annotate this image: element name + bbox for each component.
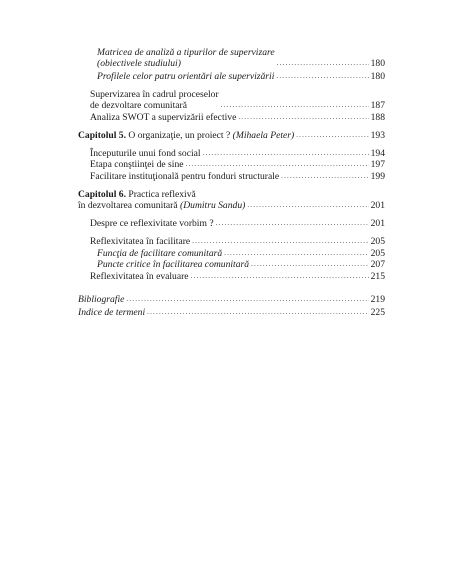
toc-entry-title: Etapa conştiinţei de sine <box>90 159 184 170</box>
toc-entry[interactable] <box>90 89 385 111</box>
toc-entry[interactable] <box>97 71 385 82</box>
dot-leader <box>216 218 369 229</box>
toc-entry-index[interactable] <box>78 307 385 318</box>
dot-leader <box>221 100 369 111</box>
toc-page-number: 215 <box>370 271 385 282</box>
toc-page-number: 197 <box>370 159 385 170</box>
toc-entry-title: O organizaţie, un proiect ? <box>128 130 231 141</box>
chapter-label: Capitolul 5. <box>78 130 126 141</box>
toc-page-number: 194 <box>370 148 385 159</box>
toc-entry-title: Despre ce reflexivitate vorbim ? <box>90 218 214 229</box>
toc-entry-title: Funcţia de facilitare comunitară <box>97 248 223 259</box>
toc-entry-title: Bibliografie <box>78 294 125 305</box>
toc-page-number: 225 <box>370 307 385 318</box>
dot-leader <box>186 159 369 170</box>
toc-page-number: 187 <box>370 100 385 111</box>
toc-entry[interactable] <box>90 112 385 123</box>
chapter-label: Capitolul 6. <box>78 189 126 200</box>
dot-leader <box>203 148 369 159</box>
toc-entry-title: Reflexivitatea în evaluare <box>90 271 189 282</box>
toc-page-number: 207 <box>370 259 385 270</box>
dot-leader <box>224 248 368 259</box>
dot-leader <box>147 307 368 318</box>
toc-entry[interactable] <box>97 248 385 259</box>
toc-page-number: 201 <box>370 218 385 229</box>
toc-entry-title-cont: în dezvoltarea comunitară <box>78 200 178 211</box>
dot-leader <box>247 200 368 211</box>
toc-page-number: 201 <box>370 200 385 211</box>
toc-page-number: 205 <box>370 236 385 247</box>
toc-page-number: 193 <box>370 130 385 141</box>
toc-page-number: 180 <box>370 58 385 69</box>
dot-leader <box>238 112 368 123</box>
toc-chapter-entry[interactable] <box>78 130 385 141</box>
toc-entry[interactable] <box>90 159 385 170</box>
toc-entry-title: Puncte critice în facilitarea comunitară <box>97 259 250 270</box>
toc-entry-bibliography[interactable] <box>78 294 385 305</box>
toc-entry-title: Analiza SWOT a supervizării efective <box>90 112 237 123</box>
dot-leader <box>277 58 369 69</box>
toc-chapter-entry[interactable] <box>78 189 385 211</box>
toc-page-number: 180 <box>370 71 385 82</box>
dot-leader <box>251 259 369 270</box>
toc-entry-title: Reflexivitatea în facilitare <box>90 236 191 247</box>
toc-entry[interactable] <box>90 271 385 282</box>
toc-page-number: 219 <box>370 294 385 305</box>
toc-entry-title: Supervizarea în cadrul proceselor <box>90 89 219 100</box>
toc-page-number: 188 <box>370 112 385 123</box>
toc-entry[interactable] <box>97 47 385 69</box>
toc-entry-title-cont: de dezvoltare comunitară <box>90 100 187 111</box>
toc-entry-title-cont: (obiectivele studiului) <box>97 58 181 69</box>
toc-entry[interactable] <box>90 171 385 182</box>
dot-leader <box>296 130 368 141</box>
toc-entry-title: Matricea de analiză a tipurilor de supervizare <box>97 47 275 58</box>
toc-entry-title: Începuturile unui fond social <box>90 148 201 159</box>
toc-entry[interactable] <box>90 148 385 159</box>
toc-page-number: 199 <box>370 171 385 182</box>
toc-entry[interactable] <box>90 218 385 229</box>
dot-leader <box>281 171 368 182</box>
chapter-author: (Mihaela Peter) <box>232 130 295 141</box>
chapter-author: (Dumitru Sandu) <box>180 200 246 211</box>
toc-page-number: 205 <box>370 248 385 259</box>
toc-entry[interactable] <box>97 259 385 270</box>
toc-entry-title: Practica reflexivă <box>128 189 196 200</box>
dot-leader <box>191 271 369 282</box>
dot-leader <box>276 71 368 82</box>
dot-leader <box>126 294 368 305</box>
dot-leader <box>192 236 368 247</box>
toc-entry-title: Profilele celor patru orientări ale supervizării <box>97 71 275 82</box>
toc-entry[interactable] <box>90 236 385 247</box>
toc-entry-title: Indice de termeni <box>78 307 146 318</box>
toc-entry-title: Facilitare instituţională pentru fonduri structurale <box>90 171 280 182</box>
